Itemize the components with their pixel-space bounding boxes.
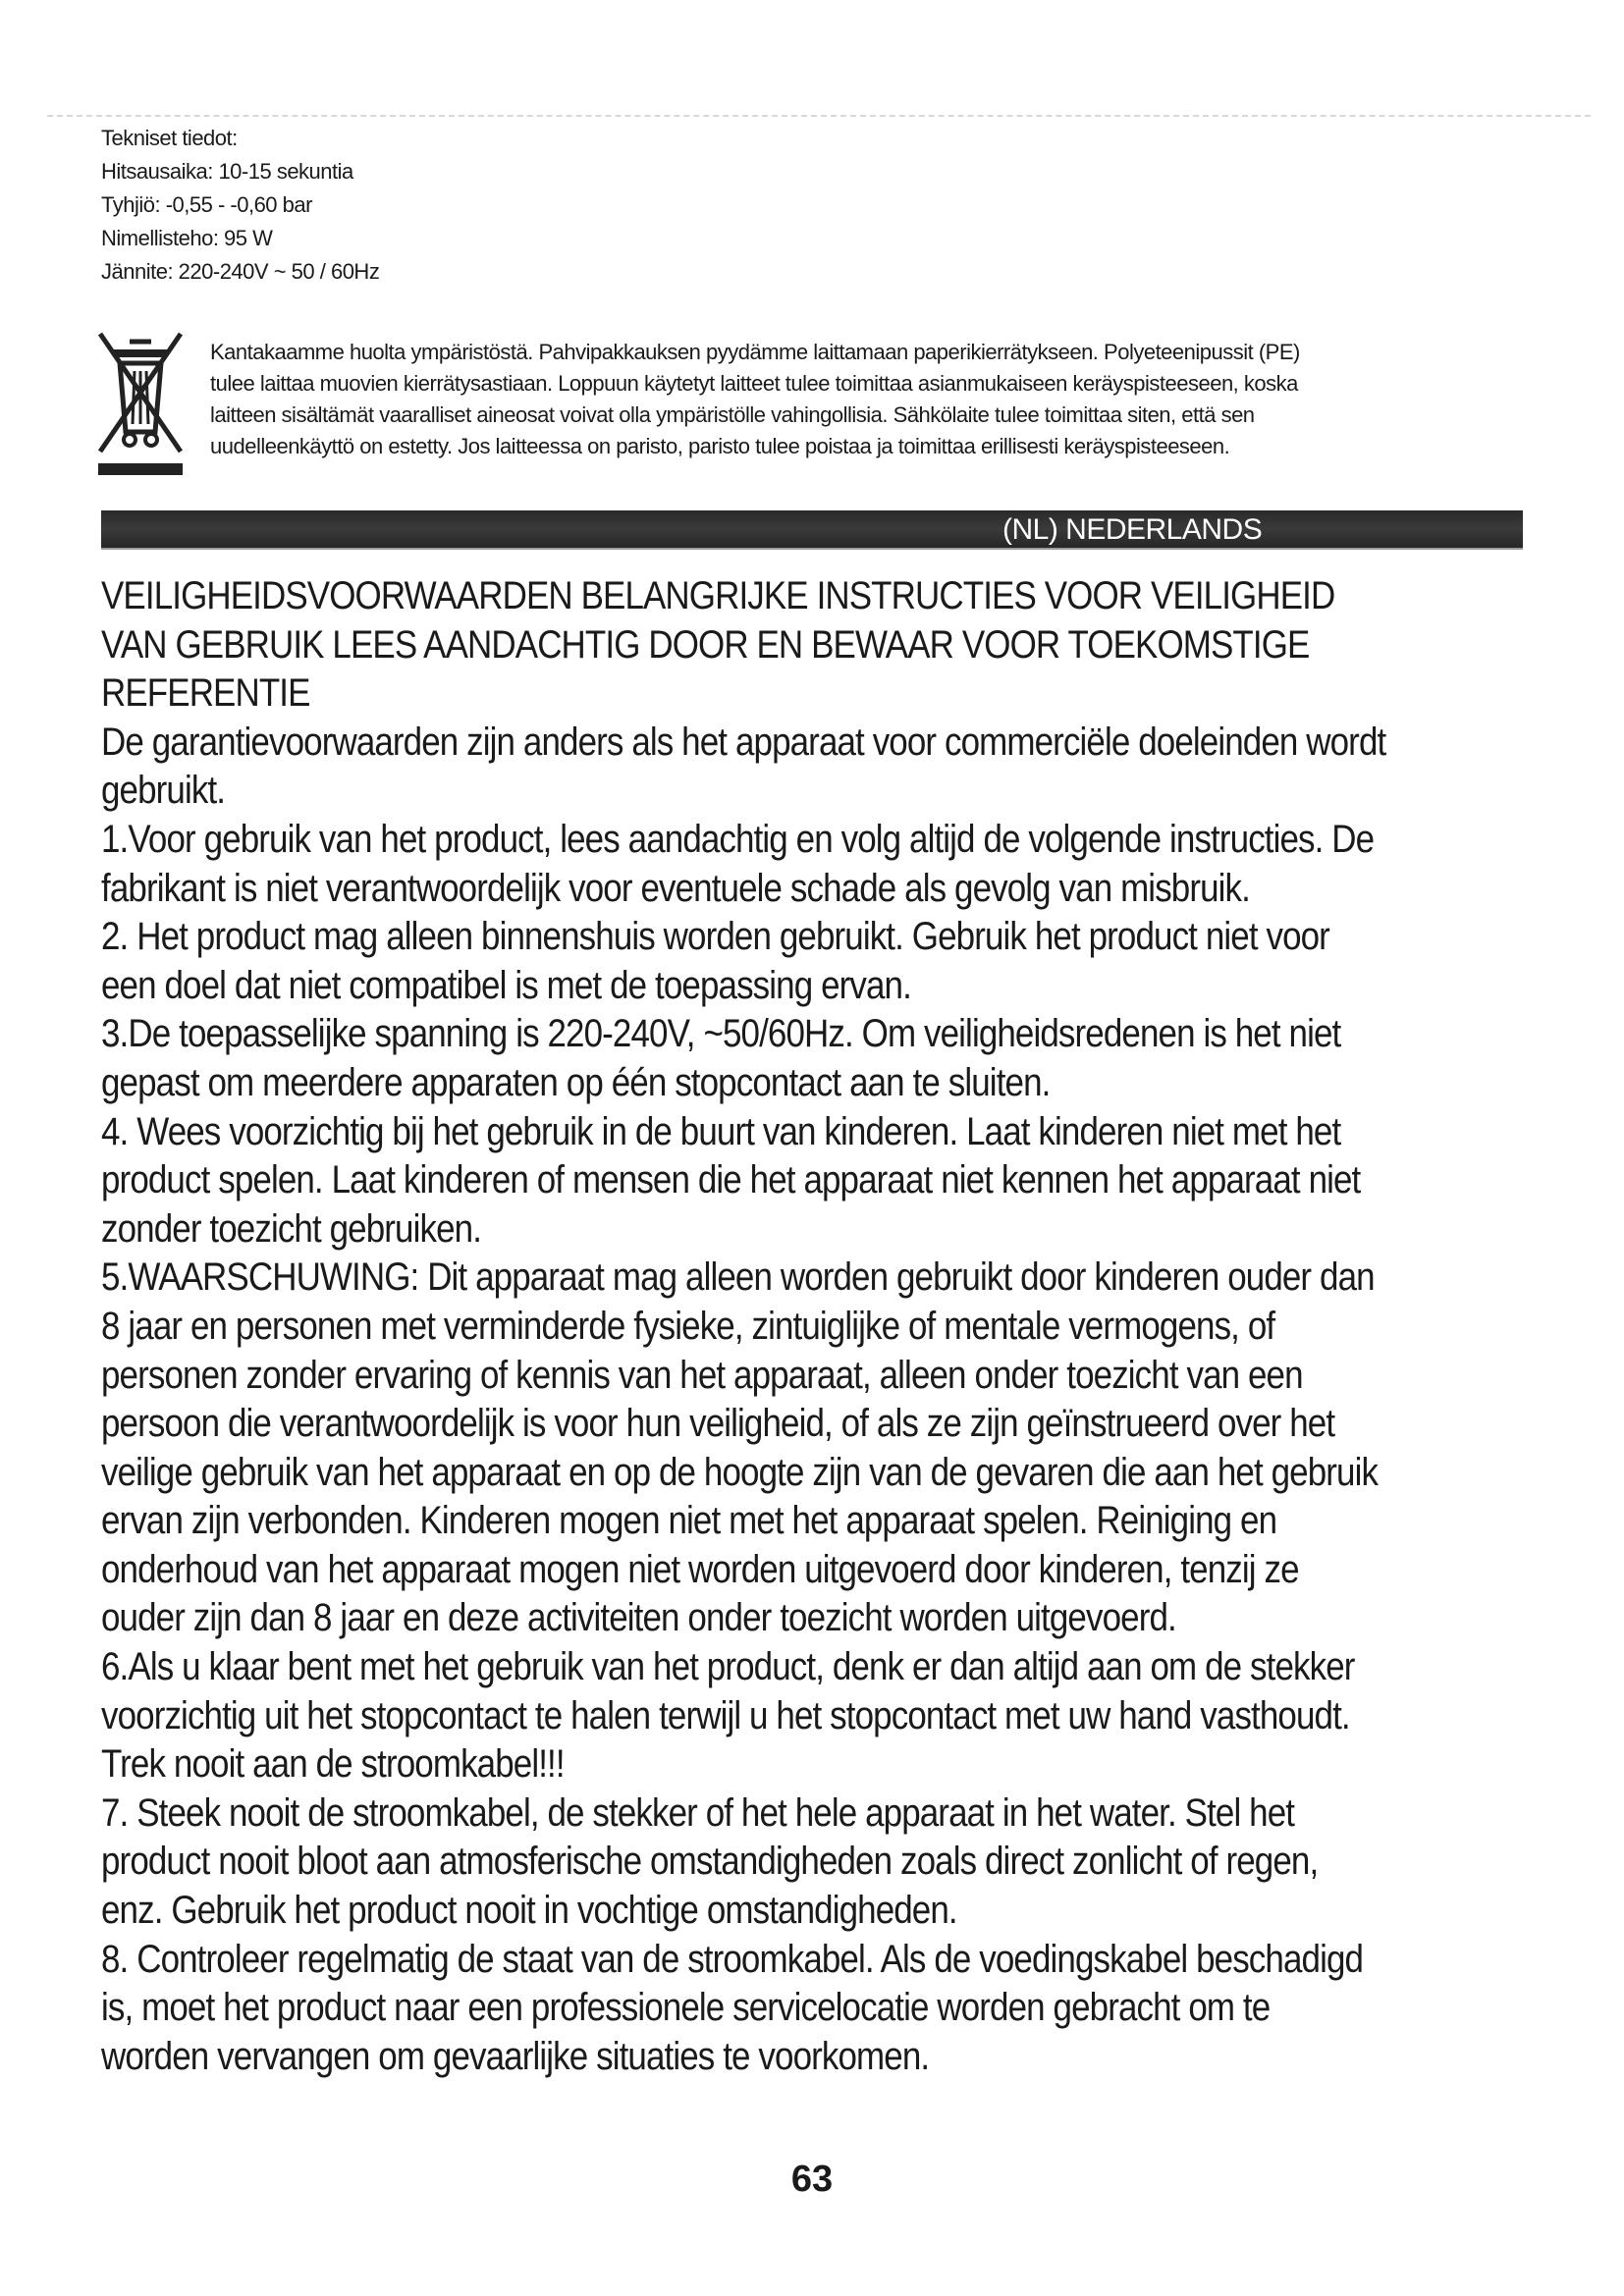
body-line: 6.Als u klaar bent met het gebruik van het product, denk er dan altijd aan om de stekker — [101, 1645, 1355, 1689]
body-line: ervan zijn verbonden. Kinderen mogen niet met het apparaat spelen. Reiniging en — [101, 1499, 1277, 1543]
top-dashed-rule — [47, 115, 1591, 117]
body-line: 1.Voor gebruik van het product, lees aandachtig en volg altijd de volgende instructies. De — [101, 817, 1375, 861]
body-line: 3.De toepasselijke spanning is 220-240V, ~50/60Hz. Om veiligheidsredenen is het niet — [101, 1012, 1341, 1056]
body-line: gebruikt. — [101, 769, 226, 813]
body-line: 2. Het product mag alleen binnenshuis worden gebruikt. Gebruik het product niet voor — [101, 915, 1329, 959]
eco-line: uudelleenkäyttö on estetty. Jos laitteessa on paristo, paristo tulee poistaa ja toimittaa erillisesti keräyspisteeseen. — [210, 434, 1230, 458]
body-line: product nooit bloot aan atmosferische omstandigheden zoals direct zonlicht of regen, — [101, 1840, 1319, 1884]
body-line: worden vervangen om gevaarlijke situaties te voorkomen. — [101, 2034, 930, 2078]
safety-instructions — [101, 572, 1535, 2081]
body-line: voorzichtig uit het stopcontact te halen terwijl u het stopcontact met uw hand vasthoudt. — [101, 1693, 1350, 1737]
language-label: (NL) NEDERLANDS — [1002, 513, 1263, 546]
body-line: ouder zijn dan 8 jaar en deze activiteiten onder toezicht worden uitgevoerd. — [101, 1596, 1176, 1640]
body-line: zonder toezicht gebruiken. — [101, 1206, 482, 1251]
body-line: persoon die verantwoordelijk is voor hun veiligheid, of als ze zijn geïnstrueerd over het — [101, 1402, 1335, 1446]
body-line: gepast om meerdere apparaten op één stopcontact aan te sluiten. — [101, 1060, 1051, 1104]
body-line: 7. Steek nooit de stroomkabel, de stekker of het hele apparaat in het water. Stel het — [101, 1790, 1295, 1835]
body-line: VAN GEBRUIK LEES AANDACHTIG DOOR EN BEWAAR VOOR TOEKOMSTIGE — [101, 622, 1310, 667]
body-line: product spelen. Laat kinderen of mensen die het apparaat niet kennen het apparaat niet — [101, 1158, 1361, 1202]
body-line: 8 jaar en personen met verminderde fysieke, zintuiglijke of mentale vermogens, of — [101, 1304, 1275, 1348]
tech-line: Tyhjiö: -0,55 - -0,60 bar — [101, 192, 312, 217]
body-line: is, moet het product naar een professionele servicelocatie worden gebracht om te — [101, 1986, 1271, 2030]
tech-line: Jännite: 220-240V ~ 50 / 60Hz — [101, 259, 380, 284]
body-line: fabrikant is niet verantwoordelijk voor eventuele schade als gevolg van misbruik. — [101, 866, 1250, 910]
tech-line: Hitsausaika: 10-15 sekuntia — [101, 159, 353, 184]
tech-line: Tekniset tiedot: — [101, 126, 238, 150]
body-line: personen zonder ervaring of kennis van het apparaat, alleen onder toezicht van een — [101, 1353, 1303, 1397]
body-line: 5.WAARSCHUWING: Dit apparaat mag alleen worden gebruikt door kinderen ouder dan — [101, 1255, 1375, 1300]
eco-line: Kantakaamme huolta ympäristöstä. Pahvipakkauksen pyydämme laittamaan paperikierrätykseen. Polyeteenipussit (PE) — [210, 340, 1300, 364]
body-line: VEILIGHEIDSVOORWAARDEN BELANGRIJKE INSTRUCTIES VOOR VEILIGHEID — [101, 574, 1335, 617]
eco-line: tulee laittaa muovien kierrätysastiaan. Loppuun käytetyt laitteet tulee toimittaa asianmukaiseen keräyspisteeseen, koska — [210, 371, 1298, 396]
body-line: enz. Gebruik het product nooit in vochtige omstandigheden. — [101, 1889, 957, 1933]
body-line: onderhoud van het apparaat mogen niet worden uitgevoerd door kinderen, tenzij ze — [101, 1547, 1299, 1591]
body-line: De garantievoorwaarden zijn anders als het apparaat voor commerciële doeleinden wordt — [101, 720, 1386, 764]
body-line: 8. Controleer regelmatig de staat van de stroomkabel. Als de voedingskabel beschadigd — [101, 1937, 1364, 1981]
body-line: REFERENTIE — [101, 671, 310, 716]
crossed-out-wheelie-bin-icon — [94, 330, 187, 479]
body-line: 4. Wees voorzichtig bij het gebruik in de buurt van kinderen. Laat kinderen niet met het — [101, 1109, 1341, 1153]
tech-line: Nimellisteho: 95 W — [101, 226, 273, 250]
environment-notice — [210, 337, 1545, 462]
body-line: een doel dat niet compatibel is met de toepassing ervan. — [101, 963, 911, 1007]
technical-specs — [101, 122, 788, 289]
body-line: veilige gebruik van het apparaat en op de hoogte zijn van de gevaren die aan het gebruik — [101, 1450, 1379, 1494]
language-banner — [101, 510, 1523, 550]
eco-line: laitteen sisältämät vaaralliset aineosat voivat olla ympäristölle vahingollisia. Sähkölaite tulee toimittaa siten, että sen — [210, 402, 1255, 427]
page-number: 63 — [790, 2159, 834, 2200]
body-line: Trek nooit aan de stroomkabel!!! — [101, 1742, 565, 1787]
